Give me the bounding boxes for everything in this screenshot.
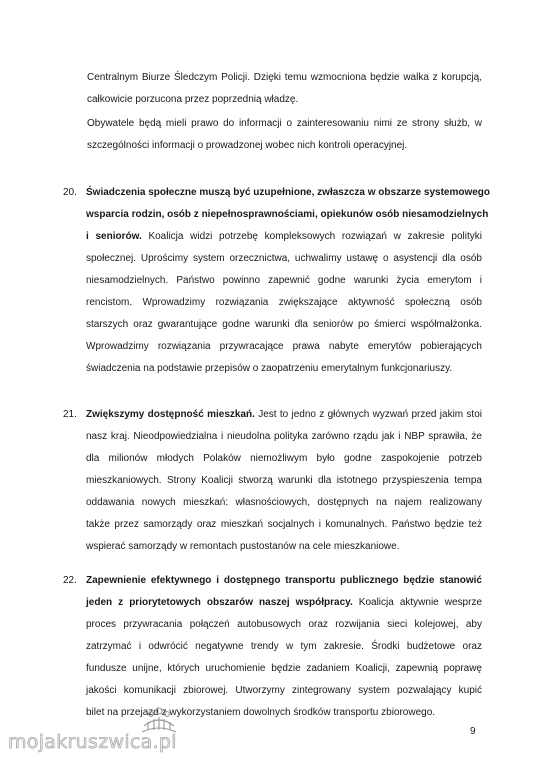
item-line: proces przywracania połączeń autobusowych oraz rozwijania sieci kolejowej, aby [86,619,482,630]
item-line: i seniorów. Koalicja widzi potrzebę kompleksowych rozwiązań w zakresie polityki [86,231,482,242]
item-line: wsparcia rodzin, osób z niepełnosprawnościami, opiekunów osób niesamodzielnych [86,209,489,220]
item-line: Zwiększymy dostępność mieszkań. Jest to jedno z głównych wyzwań przed jakim stoi [86,409,482,420]
page-number: 9 [470,726,476,737]
intro-line: Centralnym Biurze Śledczym Policji. Dzięki temu wzmocniona będzie walka z korupcją, [87,72,482,83]
item-line: świadczenia na podstawie przepisów o zaopatrzeniu emerytalnym funkcjonariuszy. [86,363,453,374]
item-line: rencistom. Wprowadzimy rozwiązania zwiększające aktywność społeczną osób [86,297,482,308]
item-number: 22. [63,575,77,586]
item-line: jakości komunikacji zbiorowej. Utworzymy zintegrowany system pozwalający kupić [86,685,482,696]
item-line: starszych oraz gwarantujące godne warunki dla seniorów po śmierci współmałżonka. [86,319,482,330]
item-line: jeden z priorytetowych obszarów naszej współpracy. Koalicja aktywnie wesprze [86,597,483,608]
item-line: mieszkaniowych. Strony Koalicji stworzą warunki dla istotnego przyspieszenia tempa [86,475,482,486]
item-number: 20. [63,187,77,198]
item-line: także przez samorządy oraz mieszkań socjalnych i komunalnych. Państwo będzie też [86,519,482,530]
item-line: Wprowadzimy rozwiązania przywracające prawa nabyte emerytów pobierających [86,341,482,352]
intro-line: szczególności informacji o prowadzonej wobec nich kontroli operacyjnej. [87,140,408,151]
watermark: mojakruszwica.pl [8,731,177,753]
intro-line: Obywatele będą mieli prawo do informacji o zainteresowaniu nimi ze strony służb, w [87,118,482,129]
item-line: społecznej. Uprościmy system orzecznictwa, uchwalimy ustawę o asystencji dla osób [86,253,482,264]
item-line: nasz kraj. Nieodpowiedzialna i nieudolna polityka zarówno rządu jak i NBP sprawiła, że [86,431,482,442]
item-line: niesamodzielnych. Państwo powinno zapewnić godne warunki życia emerytom i [86,275,482,286]
item-line: zatrzymać i odwrócić negatywne trendy w tym zakresie. Środki budżetowe oraz [86,641,482,652]
item-line: oddawania nowych mieszkań: własnościowych, dostępnych na najem realizowany [86,497,482,508]
item-number: 21. [63,409,77,420]
item-line: Zapewnienie efektywnego i dostępnego transportu publicznego będzie stanowić [86,575,482,586]
intro-line: całkowicie porzucona przez poprzednią władzę. [87,94,299,105]
item-line: fundusze unijne, których uruchomienie będzie zadaniem Koalicji, zapewnią poprawę [86,663,482,674]
item-line: wspierać samorządy w remontach pustostanów na cele mieszkaniowe. [86,541,400,552]
item-line: dla milionów młodych Polaków niemożliwym było godne zaspokojenie potrzeb [86,453,482,464]
item-line: bilet na przejazd z wykorzystaniem dowolnych środków transportu zbiorowego. [86,707,436,718]
item-line: Świadczenia społeczne muszą być uzupełnione, zwłaszcza w obszarze systemowego [86,187,491,198]
